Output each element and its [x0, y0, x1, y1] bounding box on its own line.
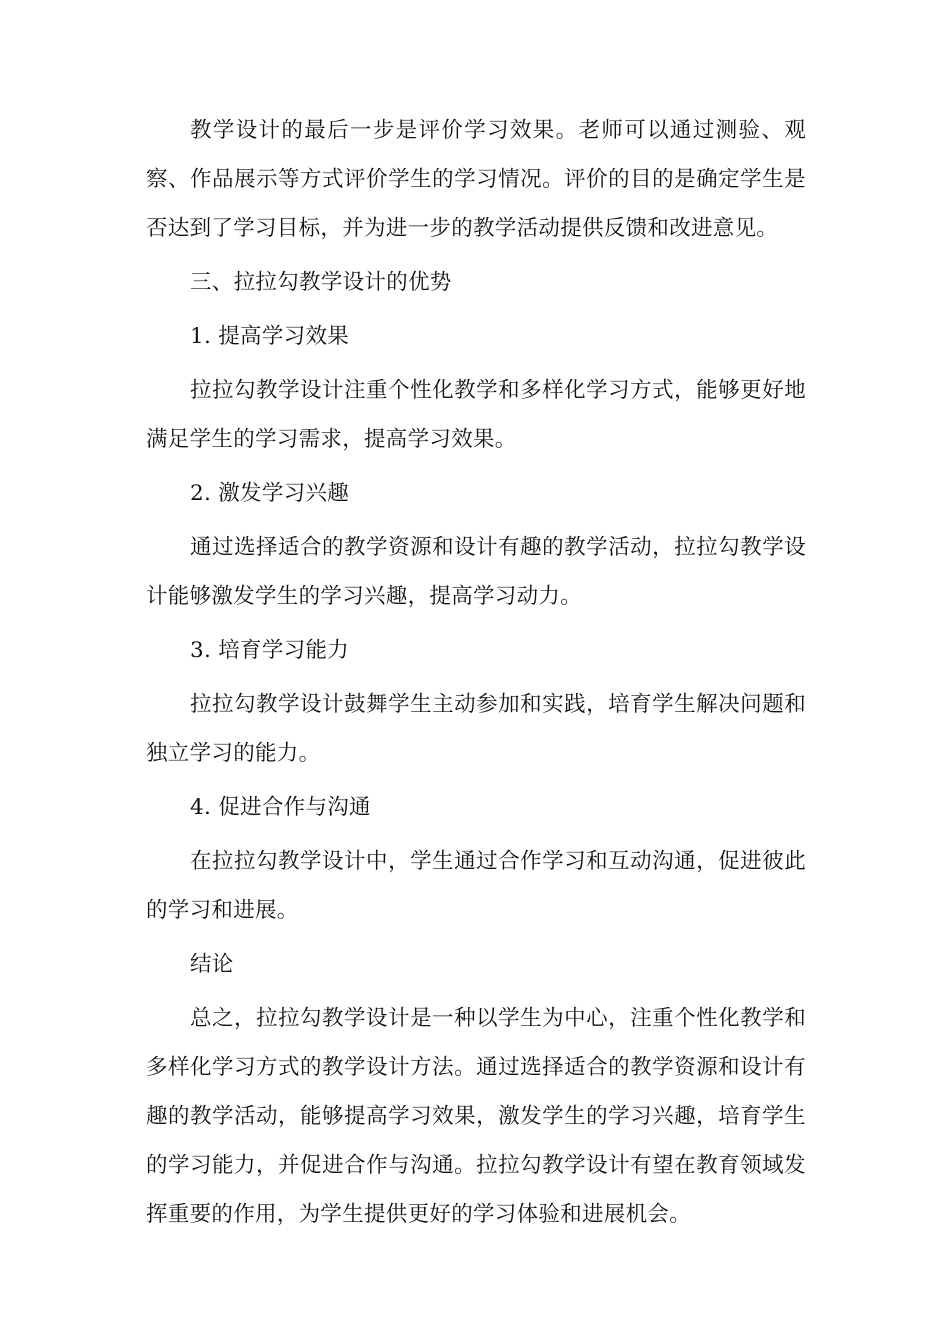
paragraph-3: 拉拉勾教学设计鼓舞学生主动参加和实践，培育学生解决问题和独立学习的能力。 — [146, 692, 806, 766]
subheading-1: 1. 提高学习效果 — [190, 324, 350, 349]
section-heading-advantages: 三、拉拉勾教学设计的优势 — [190, 270, 452, 295]
paragraph-evaluation: 教学设计的最后一步是评价学习效果。老师可以通过测验、观察、作品展示等方式评价学生的学习情况。评价的目的是确定学生是否达到了学习目标，并为进一步的教学活动提供反馈和改进意见。 — [146, 118, 806, 241]
paragraph-2: 通过选择适合的教学资源和设计有趣的教学活动，拉拉勾教学设计能够激发学生的学习兴趣，提高学习动力。 — [146, 535, 806, 609]
paragraph-4: 在拉拉勾教学设计中，学生通过合作学习和互动沟通，促进彼此的学习和进展。 — [146, 849, 806, 923]
paragraph-1: 拉拉勾教学设计注重个性化教学和多样化学习方式，能够更好地满足学生的学习需求，提高学习效果。 — [146, 378, 806, 452]
conclusion-heading: 结论 — [190, 952, 234, 977]
document-body — [146, 106, 806, 1239]
subheading-3: 3. 培育学习能力 — [190, 638, 350, 663]
conclusion-paragraph: 总之，拉拉勾教学设计是一种以学生为中心，注重个性化教学和多样化学习方式的教学设计方法。通过选择适合的教学资源和设计有趣的教学活动，能够提高学习效果，激发学生的学习兴趣，培育学生的学习能力，并促进合作与沟通。拉拉勾教学设计有望在教育领域发挥重要的作用，为学生提供更好的学习体验和进展机会。 — [146, 1006, 806, 1227]
subheading-2: 2. 激发学习兴趣 — [190, 481, 350, 506]
subheading-4: 4. 促进合作与沟通 — [190, 795, 371, 820]
